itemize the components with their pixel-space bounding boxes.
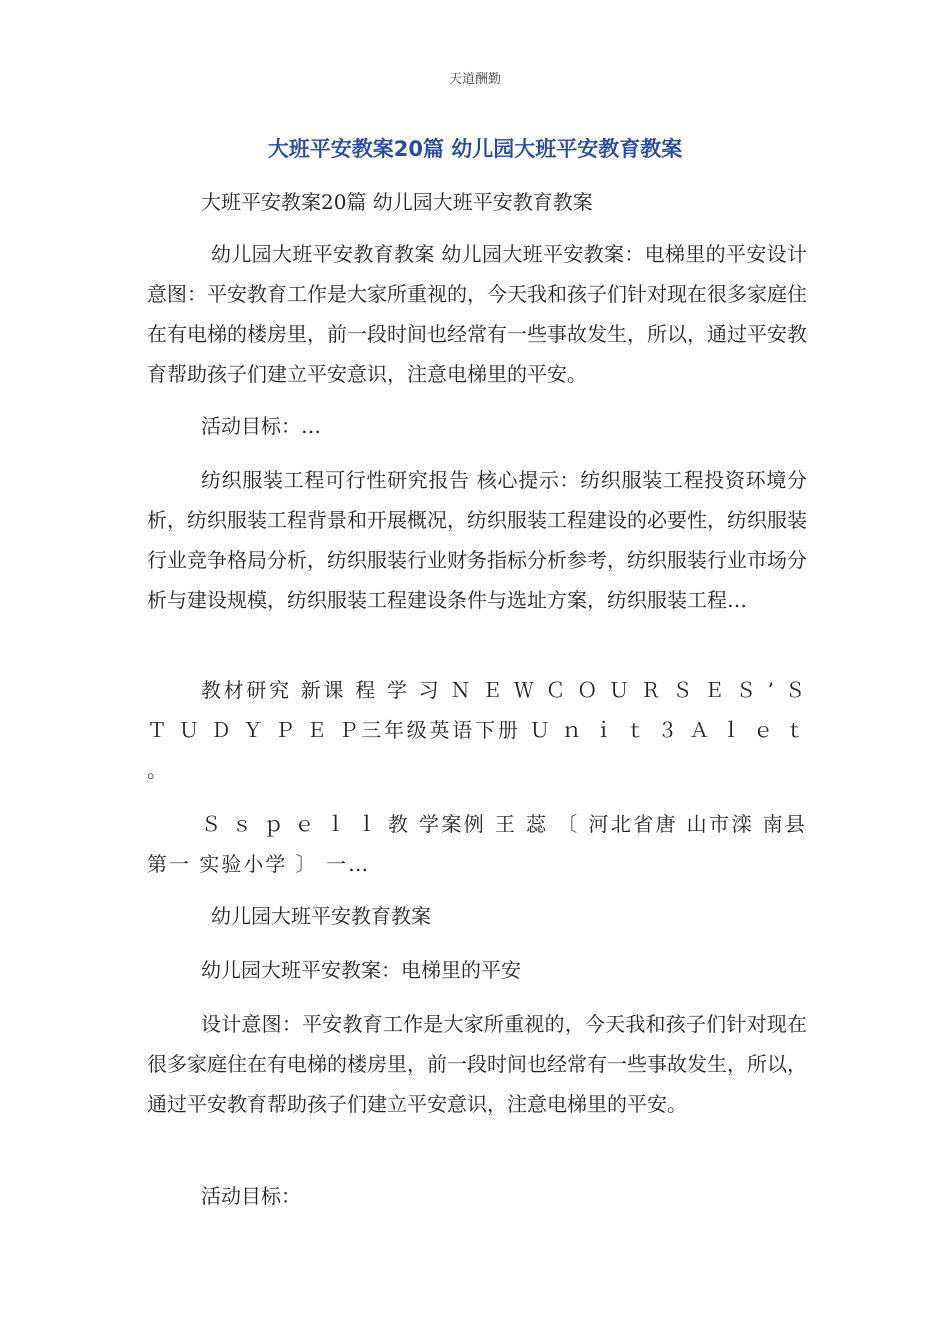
paragraph-elevator: 幼儿园大班平安教案：电梯里的平安 <box>201 958 521 982</box>
document-title: 大班平安教案20篇 幼儿园大班平安教育教案 <box>267 137 683 161</box>
paragraph-intro: 幼儿园大班平安教育教案 幼儿园大班平安教案：电梯里的平安设计意图：平安教育工作是大家所重视的，今天我和孩子们针对现在很多家庭住在有电梯的楼房里，前一段时间也经常有一些事故发生，所以，通过平安教育帮助孩子们建立平安意识，注意电梯里的平安。 <box>147 242 807 386</box>
paragraph-subtitle: 大班平安教案20篇 幼儿园大班平安教育教案 <box>201 190 593 214</box>
paragraph-goal: 活动目标： <box>201 1184 301 1208</box>
paragraph-case: Ｓ ｓ ｐ ｅ ｌ ｌ 教 学案例 王 蕊 〔 河北省唐 山市滦 南县 第一 实验小学 〕 一… <box>147 812 807 876</box>
paragraph-heading-kindergarten: 幼儿园大班平安教育教案 <box>211 904 431 928</box>
page-header: 天道酬勤 <box>448 72 501 87</box>
paragraph-textile: 纺织服装工程可行性研究报告 核心提示：纺织服装工程投资环境分析，纺织服装工程背景和开展概况，纺织服装工程建设的必要性，纺织服装行业竞争格局分析，纺织服装行业财务指标分析参考，纺织服装行业市场分析与建设规模，纺织服装工程建设条件与选址方案，纺织服装工程… <box>147 468 807 612</box>
paragraph-textbook: 教材研究 新课 程 学 习 Ｎ Ｅ Ｗ Ｃ Ｏ Ｕ Ｒ Ｓ Ｅ Ｓ ’ Ｓ Ｔ Ｕ Ｄ Ｙ Ｐ Ｅ Ｐ三年级英语下册 Ｕ ｎ ｉ ｔ ３ Ａ ｌ ｅ ｔ 。 <box>147 678 807 782</box>
paragraph-goal-short: 活动目标：… <box>201 414 321 438</box>
paragraph-design-intent: 设计意图：平安教育工作是大家所重视的，今天我和孩子们针对现在很多家庭住在有电梯的楼房里，前一段时间也经常有一些事故发生，所以，通过平安教育帮助孩子们建立平安意识，注意电梯里的平安。 <box>147 1012 807 1116</box>
